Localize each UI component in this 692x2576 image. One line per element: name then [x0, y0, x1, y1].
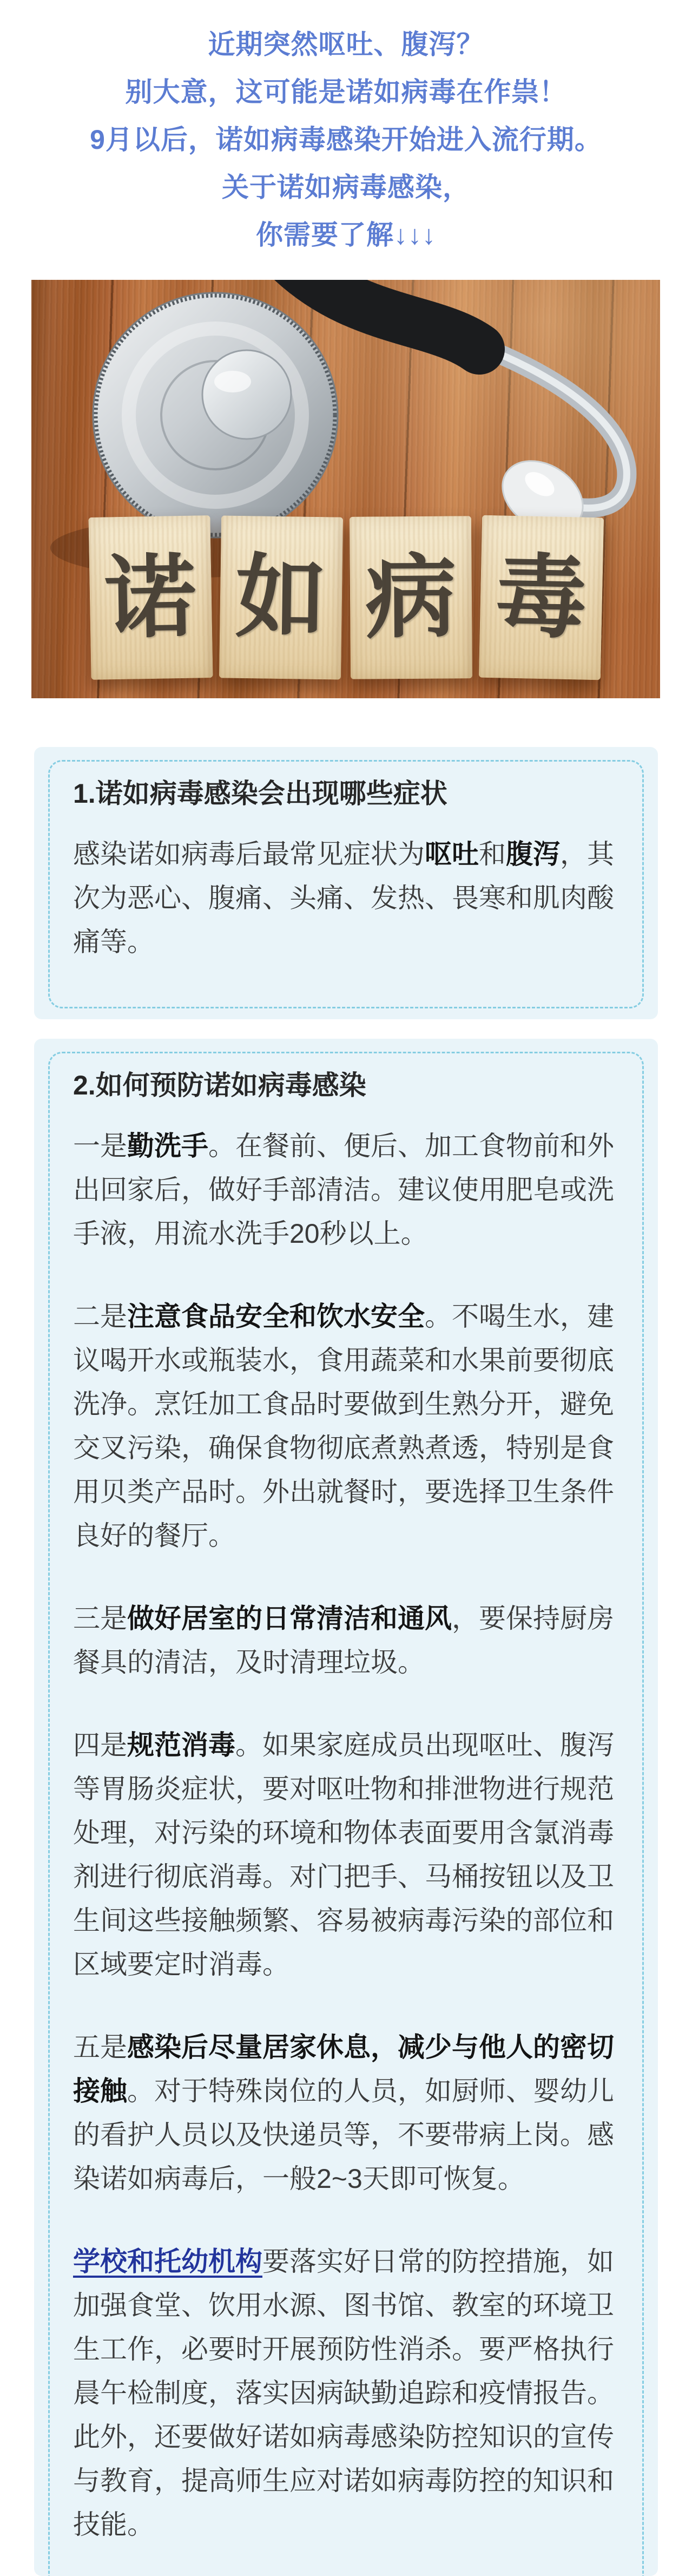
body-text: 。对于特殊岗位的人员，如厨师、婴幼儿的看护人员以及快递员等，不要带病上岗。感染诺如病毒后，一般2~3天即可恢复。: [73, 2076, 614, 2194]
body-text: 四是: [73, 1730, 127, 1760]
block-character: 如: [234, 546, 327, 650]
block-character: 诺: [104, 546, 197, 650]
section-card-1: [34, 747, 658, 1019]
section-paragraph: [73, 1723, 623, 1987]
wood-blocks-row: [90, 516, 602, 679]
emphasis-text: 腹泻: [506, 839, 560, 869]
body-text: 感染诺如病毒后最常见症状为: [73, 839, 425, 869]
intro-line-1: 近期突然呕吐、腹泻？: [208, 29, 484, 60]
section-content: [34, 1039, 658, 2547]
article-sections: [0, 747, 692, 2576]
emphasis-text: 感染后尽量居家休息，减少与他人的密切接触: [73, 2032, 614, 2106]
intro-line-4: 关于诺如病毒感染，: [222, 172, 470, 202]
body-text: 。不喝生水，建议喝开水或瓶装水，食用蔬菜和水果前要彻底洗净。烹饪加工食品时要做到生熟分开，避免交叉污染，确保食物彻底煮熟煮透，特别是食用贝类产品时。外出就餐时，要选择卫生条件良好的餐厅。: [73, 1301, 614, 1551]
wood-block: [350, 516, 472, 679]
emphasis-text: 注意食品安全和饮水安全: [127, 1301, 425, 1332]
wood-block: [478, 515, 603, 680]
body-text: 和: [479, 839, 506, 869]
stethoscope-chestpiece: [93, 293, 338, 538]
body-text: 。如果家庭成员出现呕吐、腹泻等胃肠炎症状，要对呕吐物和排泄物进行规范处理，对污染的环境和物体表面要用含氯消毒剂进行彻底消毒。对门把手、马桶按钮以及卫生间这些接触频繁、容易被病毒污染的部位和区域要定时消毒。: [73, 1730, 614, 1979]
section-card-2: [34, 1039, 658, 2576]
section-title: 2.如何预防诺如病毒感染: [73, 1070, 366, 1100]
emphasis-text: 呕吐: [425, 839, 479, 869]
emphasis-text: 勤洗手: [127, 1131, 208, 1161]
body-text: 一是: [73, 1131, 127, 1161]
intro-line-5: 你需要了解↓↓↓: [256, 220, 436, 250]
intro-line-3: 9月以后，诺如病毒感染开始进入流行期。: [90, 124, 602, 155]
body-text: 要落实好日常的防控措施，如加强食堂、饮用水源、图书馆、教室的环境卫生工作，必要时开展预防性消杀。要严格执行晨午检制度，落实因病缺勤追踪和疫情报告。此外，还要做好诺如病毒感染防控知识的宣传与教育，提高师生应对诺如病毒防控的知识和技能。: [73, 2246, 614, 2540]
body-text: ，其次为恶心、腹痛、头痛、发热、畏寒和肌肉酸痛等。: [73, 839, 614, 957]
body-text: ，要保持厨房餐具的清洁，及时清理垃圾。: [73, 1603, 614, 1677]
section-title: 1.诺如病毒感染会出现哪些症状: [73, 778, 447, 809]
section-paragraph: [73, 1295, 623, 1558]
wood-block: [219, 515, 342, 679]
body-text: 三是: [73, 1603, 127, 1634]
emphasis-text: 规范消毒: [127, 1730, 235, 1760]
section-content: [34, 747, 658, 964]
section-paragraph: [73, 1124, 623, 1256]
stethoscope-black-tube: [286, 280, 479, 349]
section-paragraph: [73, 1597, 623, 1684]
body-text: 二是: [73, 1301, 127, 1332]
block-character: 病: [365, 546, 457, 649]
intro-line-2: 别大意，这可能是诺如病毒在作祟！: [125, 77, 567, 107]
block-character: 毒: [494, 546, 588, 650]
wood-block: [88, 515, 213, 680]
body-text: 。在餐前、便后、加工食物前和外出回家后，做好手部清洁。建议使用肥皂或洗手液，用流水洗手20秒以上。: [73, 1131, 614, 1249]
section-paragraph: [73, 833, 623, 964]
norovirus-photo: [31, 280, 660, 698]
emphasis-text: 做好居室的日常清洁和通风: [127, 1603, 452, 1634]
school-link[interactable]: 学校和托幼机构: [73, 2246, 262, 2277]
body-text: 五是: [73, 2032, 127, 2062]
section-paragraph: [73, 2026, 623, 2201]
section-paragraph: [73, 2240, 623, 2547]
intro-header: [0, 0, 692, 259]
